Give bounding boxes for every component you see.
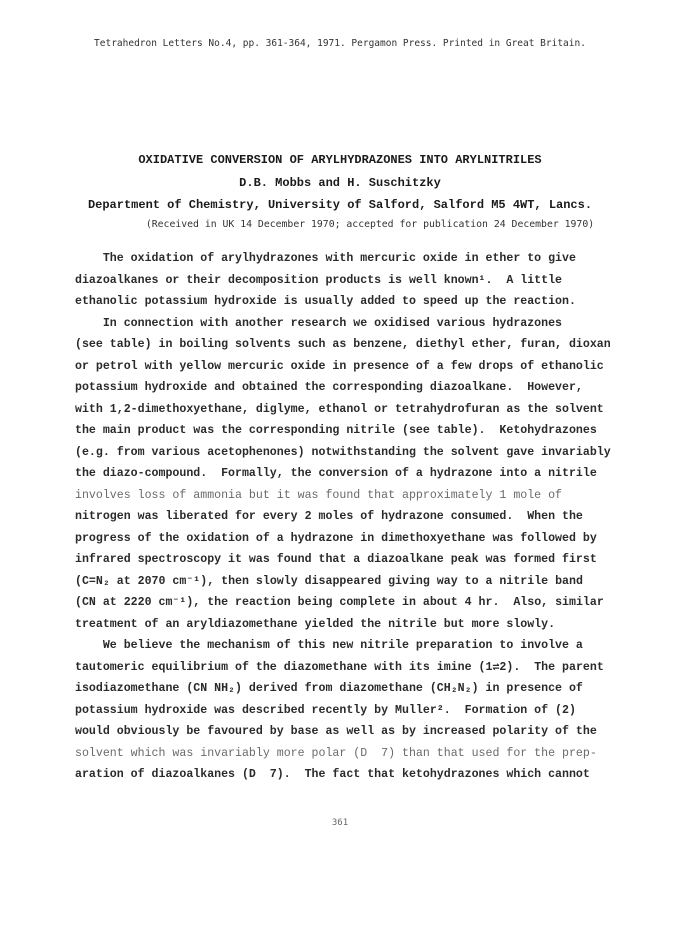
body-line: (CN at 2220 cm⁻¹), the reaction being complete in about 4 hr. Also, similar — [75, 596, 604, 609]
body-line: involves loss of ammonia but it was found that approximately 1 mole of — [75, 488, 563, 502]
body-line: (e.g. from various acetophenones) notwithstanding the solvent gave invariably — [75, 445, 611, 459]
body-line: treatment of an aryldiazomethane yielded the nitrile but more slowly. — [75, 617, 556, 631]
body-line: with 1,2-dimethoxyethane, diglyme, ethanol or tetrahydrofuran as the solvent — [75, 402, 604, 416]
body-line: In connection with another research we oxidised various hydrazones — [75, 316, 563, 330]
body-line: aration of diazoalkanes (D 7). The fact that ketohydrazones which cannot — [75, 768, 590, 781]
body-line: diazoalkanes or their decomposition products is well known¹. A little — [75, 273, 563, 287]
body-line: or petrol with yellow mercuric oxide in presence of a few drops of ethanolic — [75, 359, 604, 373]
body-line: (C=N₂ at 2070 cm⁻¹), then slowly disappeared giving way to a nitrile band — [75, 574, 583, 588]
article-title: OXIDATIVE CONVERSION OF ARYLHYDRAZONES INTO ARYLNITRILES — [138, 153, 542, 167]
body-line: isodiazomethane (CN NH₂) derived from diazomethane (CH₂N₂) in presence of — [75, 682, 583, 695]
author-affiliation: Department of Chemistry, University of Salford, Salford M5 4WT, Lancs. — [87, 198, 593, 212]
body-line: The oxidation of arylhydrazones with mercuric oxide in ether to give — [75, 252, 576, 265]
journal-citation-header: Tetrahedron Letters No.4, pp. 361-364, 1971. Pergamon Press. Printed in Great Britain. — [94, 38, 586, 49]
article-authors: D.B. Mobbs and H. Suschitzky — [239, 176, 441, 190]
body-line: solvent which was invariably more polar (D 7) than that used for the prep- — [75, 746, 597, 760]
body-line: the main product was the corresponding nitrile (see table). Ketohydrazones — [75, 424, 597, 437]
page-number: 361 — [331, 818, 349, 828]
body-line: progress of the oxidation of a hydrazone in dimethoxyethane was followed by — [75, 531, 597, 545]
body-line: would obviously be favoured by base as well as by increased polarity of the — [75, 725, 597, 738]
body-line: the diazo-compound. Formally, the conversion of a hydrazone into a nitrile — [75, 467, 597, 480]
body-line: We believe the mechanism of this new nitrile preparation to involve a — [75, 639, 583, 652]
body-line: (see table) in boiling solvents such as benzene, diethyl ether, furan, dioxan — [75, 338, 611, 351]
body-line: potassium hydroxide and obtained the corresponding diazoalkane. However, — [75, 381, 583, 394]
body-line: nitrogen was liberated for every 2 moles of hydrazone consumed. When the — [75, 510, 583, 523]
body-line: infrared spectroscopy it was found that a diazoalkane peak was formed first — [75, 553, 597, 566]
body-line: potassium hydroxide was described recently by Muller². Formation of (2) — [75, 703, 576, 717]
body-line: ethanolic potassium hydroxide is usually added to speed up the reaction. — [75, 295, 576, 308]
received-date-note: (Received in UK 14 December 1970; accepted for publication 24 December 1970) — [145, 219, 595, 230]
body-line: tautomeric equilibrium of the diazomethane with its imine (1⇌2). The parent — [75, 660, 604, 674]
article-body — [75, 248, 615, 786]
